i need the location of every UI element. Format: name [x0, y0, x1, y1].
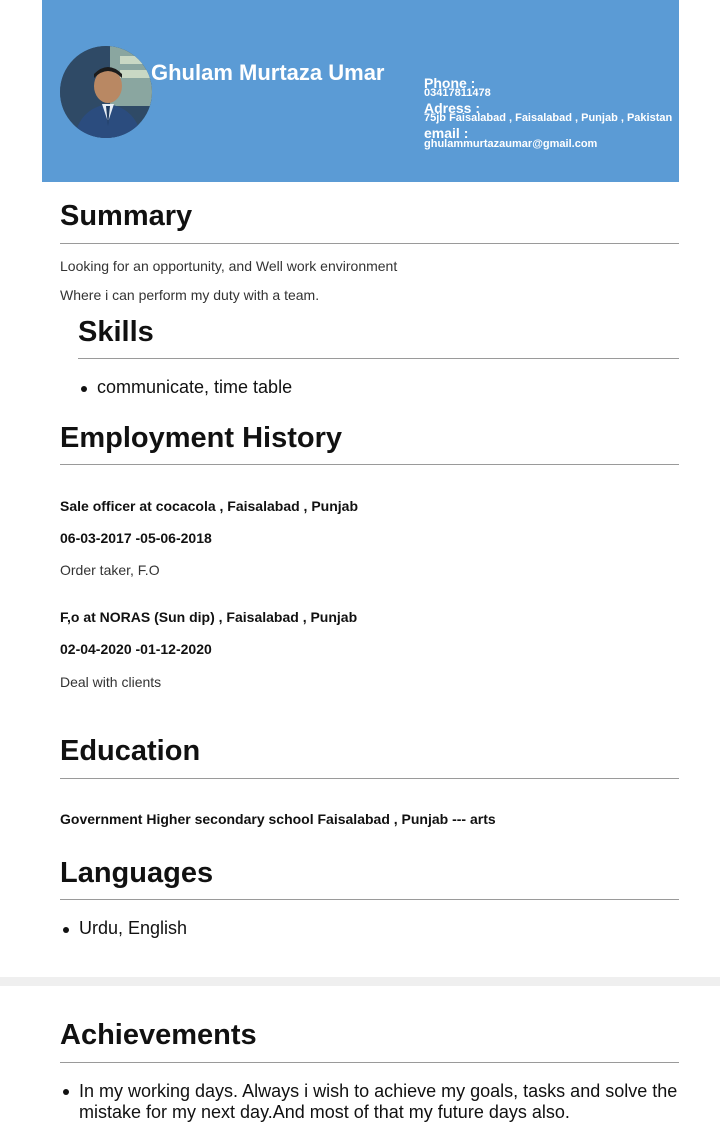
languages-item: Urdu, English — [79, 918, 188, 938]
phone-label: Phone : — [424, 75, 476, 91]
job-title: Sale officer at cocacola , Faisalabad , Punjab — [60, 498, 358, 514]
address-label: Adress : — [424, 100, 481, 116]
skills-divider — [78, 358, 679, 359]
achievements-divider — [60, 1062, 679, 1063]
languages-divider — [60, 899, 679, 900]
email-value: ghulammurtazaumar@gmail.com — [424, 138, 598, 150]
page-break — [0, 977, 720, 986]
skills-item: communicate, time table — [97, 377, 293, 397]
summary-line-2: Where i can perform my duty with a team. — [60, 287, 320, 303]
summary-divider — [60, 243, 679, 244]
skills-heading: Skills — [78, 316, 154, 348]
job-description: Deal with clients — [60, 674, 162, 690]
languages-heading: Languages — [60, 857, 214, 889]
summary-line-1: Looking for an opportunity, and Well work environment — [60, 258, 398, 274]
employment-heading: Employment History — [60, 422, 342, 454]
contact-block — [424, 76, 672, 152]
education-entry: Government Higher secondary school Faisalabad , Punjab --- arts — [60, 811, 496, 827]
job-dates: 06-03-2017 -05-06-2018 — [60, 530, 212, 546]
job-dates: 02-04-2020 -01-12-2020 — [60, 641, 212, 657]
achievements-heading: Achievements — [60, 1019, 257, 1051]
achievements-item: In my working days. Always i wish to achieve my goals, tasks and solve the mistake for my next day.And most of that my future days also. — [79, 1081, 699, 1123]
email-label: email : — [424, 125, 469, 141]
job-title: F,o at NORAS (Sun dip) , Faisalabad , Punjab — [60, 609, 358, 625]
phone-value: 03417811478 — [424, 87, 491, 99]
candidate-name: Ghulam Murtaza Umar — [151, 60, 385, 85]
education-heading: Education — [60, 735, 201, 767]
address-value: 75jb Faisalabad , Faisalabad , Punjab , Pakistan — [424, 112, 673, 124]
summary-heading: Summary — [60, 200, 193, 232]
education-divider — [60, 778, 679, 779]
profile-photo — [60, 46, 152, 138]
employment-divider — [60, 464, 679, 465]
resume-header — [42, 0, 679, 182]
job-description: Order taker, F.O — [60, 562, 160, 578]
